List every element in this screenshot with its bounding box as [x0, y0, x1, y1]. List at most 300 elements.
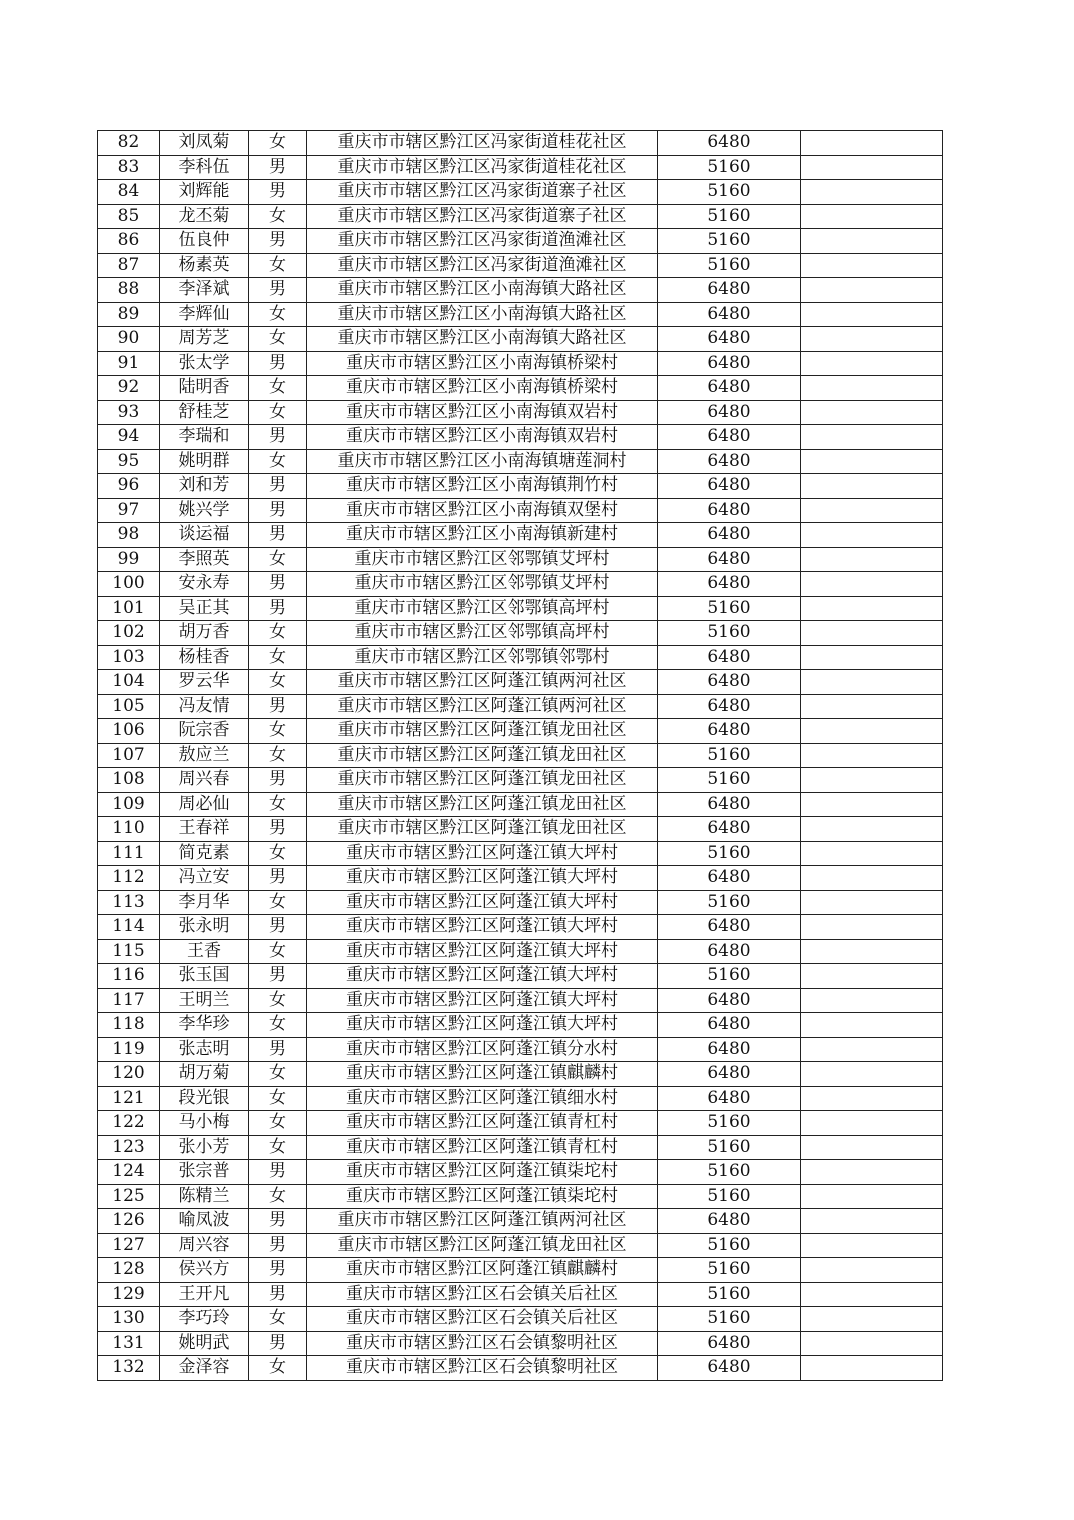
remark-cell: [801, 229, 943, 254]
name-cell: 张志明: [160, 1037, 249, 1062]
amount-cell: 5160: [658, 768, 801, 793]
row-number-cell: 101: [98, 596, 160, 621]
address-cell: 重庆市市辖区黔江区阿蓬江镇两河社区: [307, 694, 658, 719]
remark-cell: [801, 327, 943, 352]
amount-cell: 6480: [658, 939, 801, 964]
gender-cell: 男: [249, 229, 307, 254]
address-cell: 重庆市市辖区黔江区小南海镇双岩村: [307, 425, 658, 450]
remark-cell: [801, 1282, 943, 1307]
table-row: [98, 1233, 943, 1258]
name-cell: 王开凡: [160, 1282, 249, 1307]
name-cell: 张玉国: [160, 964, 249, 989]
name-cell: 马小梅: [160, 1111, 249, 1136]
table-row: [98, 768, 943, 793]
row-number-cell: 128: [98, 1258, 160, 1283]
gender-cell: 女: [249, 449, 307, 474]
name-cell: 阮宗香: [160, 719, 249, 744]
row-number-cell: 86: [98, 229, 160, 254]
table-row: [98, 425, 943, 450]
table-row: [98, 1135, 943, 1160]
row-number-cell: 122: [98, 1111, 160, 1136]
row-number-cell: 125: [98, 1184, 160, 1209]
row-number-cell: 96: [98, 474, 160, 499]
amount-cell: 6480: [658, 866, 801, 891]
address-cell: 重庆市市辖区黔江区小南海镇大路社区: [307, 278, 658, 303]
amount-cell: 6480: [658, 376, 801, 401]
remark-cell: [801, 449, 943, 474]
amount-cell: 5160: [658, 253, 801, 278]
gender-cell: 男: [249, 596, 307, 621]
table-row: [98, 1209, 943, 1234]
remark-cell: [801, 1209, 943, 1234]
name-cell: 简克素: [160, 841, 249, 866]
name-cell: 金泽容: [160, 1356, 249, 1381]
table-row: [98, 792, 943, 817]
address-cell: 重庆市市辖区黔江区小南海镇双岩村: [307, 400, 658, 425]
name-cell: 杨素英: [160, 253, 249, 278]
gender-cell: 男: [249, 1037, 307, 1062]
gender-cell: 男: [249, 694, 307, 719]
remark-cell: [801, 425, 943, 450]
amount-cell: 5160: [658, 743, 801, 768]
row-number-cell: 99: [98, 547, 160, 572]
amount-cell: 5160: [658, 596, 801, 621]
amount-cell: 6480: [658, 131, 801, 156]
table-row: [98, 1013, 943, 1038]
address-cell: 重庆市市辖区黔江区阿蓬江镇柒坨村: [307, 1184, 658, 1209]
remark-cell: [801, 474, 943, 499]
gender-cell: 男: [249, 768, 307, 793]
remark-cell: [801, 1135, 943, 1160]
address-cell: 重庆市市辖区黔江区冯家街道寨子社区: [307, 204, 658, 229]
remark-cell: [801, 743, 943, 768]
table-row: [98, 449, 943, 474]
name-cell: 张宗普: [160, 1160, 249, 1185]
address-cell: 重庆市市辖区黔江区小南海镇大路社区: [307, 327, 658, 352]
amount-cell: 6480: [658, 988, 801, 1013]
gender-cell: 女: [249, 841, 307, 866]
table-row: [98, 890, 943, 915]
table-row: [98, 964, 943, 989]
row-number-cell: 113: [98, 890, 160, 915]
table-row: [98, 229, 943, 254]
address-cell: 重庆市市辖区黔江区冯家街道桂花社区: [307, 131, 658, 156]
address-cell: 重庆市市辖区黔江区阿蓬江镇龙田社区: [307, 1233, 658, 1258]
amount-cell: 6480: [658, 915, 801, 940]
address-cell: 重庆市市辖区黔江区石会镇黎明社区: [307, 1356, 658, 1381]
name-cell: 王香: [160, 939, 249, 964]
row-number-cell: 103: [98, 645, 160, 670]
name-cell: 王春祥: [160, 817, 249, 842]
amount-cell: 6480: [658, 523, 801, 548]
address-cell: 重庆市市辖区黔江区冯家街道寨子社区: [307, 180, 658, 205]
amount-cell: 5160: [658, 155, 801, 180]
table-row: [98, 572, 943, 597]
name-cell: 李辉仙: [160, 302, 249, 327]
table-row: [98, 1111, 943, 1136]
row-number-cell: 108: [98, 768, 160, 793]
gender-cell: 女: [249, 204, 307, 229]
name-cell: 周芳芝: [160, 327, 249, 352]
name-cell: 杨桂香: [160, 645, 249, 670]
row-number-cell: 82: [98, 131, 160, 156]
gender-cell: 女: [249, 1086, 307, 1111]
table-row: [98, 1331, 943, 1356]
table-row: [98, 670, 943, 695]
gender-cell: 男: [249, 572, 307, 597]
remark-cell: [801, 890, 943, 915]
remark-cell: [801, 278, 943, 303]
amount-cell: 6480: [658, 1209, 801, 1234]
table-row: [98, 596, 943, 621]
name-cell: 胡万香: [160, 621, 249, 646]
table-row: [98, 743, 943, 768]
amount-cell: 5160: [658, 229, 801, 254]
name-cell: 张太学: [160, 351, 249, 376]
gender-cell: 女: [249, 1135, 307, 1160]
row-number-cell: 127: [98, 1233, 160, 1258]
remark-cell: [801, 1233, 943, 1258]
name-cell: 刘辉能: [160, 180, 249, 205]
table-row: [98, 915, 943, 940]
amount-cell: 5160: [658, 1160, 801, 1185]
remark-cell: [801, 939, 943, 964]
table-row: [98, 1062, 943, 1087]
table-row: [98, 204, 943, 229]
row-number-cell: 129: [98, 1282, 160, 1307]
address-cell: 重庆市市辖区黔江区邻鄂镇邻鄂村: [307, 645, 658, 670]
spreadsheet-page: [97, 130, 942, 1381]
remark-cell: [801, 498, 943, 523]
row-number-cell: 88: [98, 278, 160, 303]
name-cell: 张小芳: [160, 1135, 249, 1160]
row-number-cell: 105: [98, 694, 160, 719]
amount-cell: 6480: [658, 278, 801, 303]
amount-cell: 6480: [658, 351, 801, 376]
gender-cell: 女: [249, 1184, 307, 1209]
address-cell: 重庆市市辖区黔江区阿蓬江镇青杠村: [307, 1111, 658, 1136]
gender-cell: 男: [249, 1282, 307, 1307]
gender-cell: 男: [249, 915, 307, 940]
name-cell: 李瑞和: [160, 425, 249, 450]
name-cell: 李科伍: [160, 155, 249, 180]
table-row: [98, 400, 943, 425]
table-row: [98, 155, 943, 180]
amount-cell: 6480: [658, 792, 801, 817]
name-cell: 陆明香: [160, 376, 249, 401]
name-cell: 喻凤波: [160, 1209, 249, 1234]
table-row: [98, 351, 943, 376]
address-cell: 重庆市市辖区黔江区冯家街道渔滩社区: [307, 229, 658, 254]
gender-cell: 男: [249, 1209, 307, 1234]
gender-cell: 女: [249, 1307, 307, 1332]
table-row: [98, 694, 943, 719]
remark-cell: [801, 866, 943, 891]
name-cell: 陈精兰: [160, 1184, 249, 1209]
gender-cell: 女: [249, 400, 307, 425]
row-number-cell: 121: [98, 1086, 160, 1111]
address-cell: 重庆市市辖区黔江区阿蓬江镇大坪村: [307, 988, 658, 1013]
remark-cell: [801, 817, 943, 842]
address-cell: 重庆市市辖区黔江区邻鄂镇高坪村: [307, 621, 658, 646]
row-number-cell: 115: [98, 939, 160, 964]
remark-cell: [801, 964, 943, 989]
address-cell: 重庆市市辖区黔江区阿蓬江镇大坪村: [307, 939, 658, 964]
name-cell: 周兴容: [160, 1233, 249, 1258]
name-cell: 李照英: [160, 547, 249, 572]
address-cell: 重庆市市辖区黔江区石会镇关后社区: [307, 1307, 658, 1332]
row-number-cell: 114: [98, 915, 160, 940]
recipient-table: [97, 130, 943, 1381]
row-number-cell: 117: [98, 988, 160, 1013]
amount-cell: 6480: [658, 1356, 801, 1381]
table-row: [98, 988, 943, 1013]
remark-cell: [801, 376, 943, 401]
table-row: [98, 253, 943, 278]
row-number-cell: 119: [98, 1037, 160, 1062]
remark-cell: [801, 792, 943, 817]
gender-cell: 男: [249, 1331, 307, 1356]
address-cell: 重庆市市辖区黔江区石会镇黎明社区: [307, 1331, 658, 1356]
amount-cell: 6480: [658, 670, 801, 695]
amount-cell: 6480: [658, 719, 801, 744]
name-cell: 伍良仲: [160, 229, 249, 254]
row-number-cell: 95: [98, 449, 160, 474]
address-cell: 重庆市市辖区黔江区阿蓬江镇细水村: [307, 1086, 658, 1111]
address-cell: 重庆市市辖区黔江区小南海镇桥梁村: [307, 376, 658, 401]
table-row: [98, 278, 943, 303]
row-number-cell: 120: [98, 1062, 160, 1087]
address-cell: 重庆市市辖区黔江区阿蓬江镇麒麟村: [307, 1258, 658, 1283]
amount-cell: 5160: [658, 1233, 801, 1258]
name-cell: 姚兴学: [160, 498, 249, 523]
remark-cell: [801, 1013, 943, 1038]
amount-cell: 6480: [658, 547, 801, 572]
row-number-cell: 92: [98, 376, 160, 401]
table-body: [98, 131, 943, 1381]
amount-cell: 6480: [658, 817, 801, 842]
name-cell: 舒桂芝: [160, 400, 249, 425]
amount-cell: 5160: [658, 964, 801, 989]
row-number-cell: 112: [98, 866, 160, 891]
row-number-cell: 109: [98, 792, 160, 817]
gender-cell: 女: [249, 890, 307, 915]
remark-cell: [801, 400, 943, 425]
row-number-cell: 132: [98, 1356, 160, 1381]
remark-cell: [801, 547, 943, 572]
name-cell: 冯友情: [160, 694, 249, 719]
gender-cell: 男: [249, 817, 307, 842]
address-cell: 重庆市市辖区黔江区阿蓬江镇龙田社区: [307, 817, 658, 842]
row-number-cell: 123: [98, 1135, 160, 1160]
address-cell: 重庆市市辖区黔江区阿蓬江镇龙田社区: [307, 719, 658, 744]
address-cell: 重庆市市辖区黔江区阿蓬江镇麒麟村: [307, 1062, 658, 1087]
name-cell: 李月华: [160, 890, 249, 915]
remark-cell: [801, 1307, 943, 1332]
gender-cell: 男: [249, 425, 307, 450]
table-row: [98, 1282, 943, 1307]
remark-cell: [801, 253, 943, 278]
gender-cell: 女: [249, 253, 307, 278]
remark-cell: [801, 768, 943, 793]
table-row: [98, 523, 943, 548]
remark-cell: [801, 915, 943, 940]
row-number-cell: 106: [98, 719, 160, 744]
remark-cell: [801, 1258, 943, 1283]
table-row: [98, 376, 943, 401]
address-cell: 重庆市市辖区黔江区阿蓬江镇柒坨村: [307, 1160, 658, 1185]
address-cell: 重庆市市辖区黔江区小南海镇大路社区: [307, 302, 658, 327]
remark-cell: [801, 131, 943, 156]
row-number-cell: 84: [98, 180, 160, 205]
name-cell: 刘凤菊: [160, 131, 249, 156]
amount-cell: 5160: [658, 621, 801, 646]
amount-cell: 6480: [658, 425, 801, 450]
remark-cell: [801, 1184, 943, 1209]
address-cell: 重庆市市辖区黔江区阿蓬江镇大坪村: [307, 1013, 658, 1038]
row-number-cell: 102: [98, 621, 160, 646]
address-cell: 重庆市市辖区黔江区阿蓬江镇大坪村: [307, 841, 658, 866]
row-number-cell: 116: [98, 964, 160, 989]
amount-cell: 6480: [658, 449, 801, 474]
gender-cell: 男: [249, 498, 307, 523]
table-row: [98, 302, 943, 327]
address-cell: 重庆市市辖区黔江区阿蓬江镇龙田社区: [307, 743, 658, 768]
remark-cell: [801, 1037, 943, 1062]
address-cell: 重庆市市辖区黔江区阿蓬江镇大坪村: [307, 964, 658, 989]
amount-cell: 5160: [658, 1307, 801, 1332]
table-row: [98, 719, 943, 744]
amount-cell: 6480: [658, 474, 801, 499]
remark-cell: [801, 1086, 943, 1111]
remark-cell: [801, 523, 943, 548]
remark-cell: [801, 1331, 943, 1356]
table-row: [98, 645, 943, 670]
address-cell: 重庆市市辖区黔江区小南海镇桥梁村: [307, 351, 658, 376]
remark-cell: [801, 351, 943, 376]
name-cell: 吴正其: [160, 596, 249, 621]
amount-cell: 6480: [658, 400, 801, 425]
gender-cell: 女: [249, 547, 307, 572]
remark-cell: [801, 1356, 943, 1381]
amount-cell: 6480: [658, 302, 801, 327]
row-number-cell: 131: [98, 1331, 160, 1356]
gender-cell: 男: [249, 523, 307, 548]
name-cell: 姚明武: [160, 1331, 249, 1356]
gender-cell: 女: [249, 645, 307, 670]
name-cell: 刘和芳: [160, 474, 249, 499]
amount-cell: 6480: [658, 1086, 801, 1111]
amount-cell: 5160: [658, 204, 801, 229]
gender-cell: 女: [249, 719, 307, 744]
address-cell: 重庆市市辖区黔江区邻鄂镇高坪村: [307, 596, 658, 621]
row-number-cell: 107: [98, 743, 160, 768]
gender-cell: 女: [249, 743, 307, 768]
remark-cell: [801, 180, 943, 205]
table-row: [98, 131, 943, 156]
gender-cell: 女: [249, 621, 307, 646]
amount-cell: 6480: [658, 572, 801, 597]
address-cell: 重庆市市辖区黔江区冯家街道渔滩社区: [307, 253, 658, 278]
table-row: [98, 547, 943, 572]
remark-cell: [801, 204, 943, 229]
remark-cell: [801, 719, 943, 744]
amount-cell: 5160: [658, 180, 801, 205]
address-cell: 重庆市市辖区黔江区阿蓬江镇青杠村: [307, 1135, 658, 1160]
gender-cell: 男: [249, 278, 307, 303]
remark-cell: [801, 670, 943, 695]
remark-cell: [801, 841, 943, 866]
table-row: [98, 817, 943, 842]
address-cell: 重庆市市辖区黔江区阿蓬江镇两河社区: [307, 670, 658, 695]
address-cell: 重庆市市辖区黔江区阿蓬江镇大坪村: [307, 890, 658, 915]
table-row: [98, 1258, 943, 1283]
address-cell: 重庆市市辖区黔江区石会镇关后社区: [307, 1282, 658, 1307]
table-row: [98, 841, 943, 866]
amount-cell: 5160: [658, 841, 801, 866]
address-cell: 重庆市市辖区黔江区阿蓬江镇分水村: [307, 1037, 658, 1062]
address-cell: 重庆市市辖区黔江区阿蓬江镇两河社区: [307, 1209, 658, 1234]
gender-cell: 女: [249, 131, 307, 156]
row-number-cell: 90: [98, 327, 160, 352]
remark-cell: [801, 621, 943, 646]
name-cell: 段光银: [160, 1086, 249, 1111]
name-cell: 胡万菊: [160, 1062, 249, 1087]
amount-cell: 5160: [658, 1111, 801, 1136]
table-row: [98, 1037, 943, 1062]
name-cell: 谈运福: [160, 523, 249, 548]
name-cell: 王明兰: [160, 988, 249, 1013]
name-cell: 敖应兰: [160, 743, 249, 768]
remark-cell: [801, 988, 943, 1013]
row-number-cell: 126: [98, 1209, 160, 1234]
amount-cell: 5160: [658, 1258, 801, 1283]
address-cell: 重庆市市辖区黔江区小南海镇新建村: [307, 523, 658, 548]
remark-cell: [801, 1062, 943, 1087]
address-cell: 重庆市市辖区黔江区冯家街道桂花社区: [307, 155, 658, 180]
remark-cell: [801, 596, 943, 621]
row-number-cell: 89: [98, 302, 160, 327]
row-number-cell: 130: [98, 1307, 160, 1332]
gender-cell: 男: [249, 964, 307, 989]
gender-cell: 女: [249, 302, 307, 327]
gender-cell: 男: [249, 155, 307, 180]
row-number-cell: 110: [98, 817, 160, 842]
gender-cell: 男: [249, 351, 307, 376]
amount-cell: 6480: [658, 1062, 801, 1087]
address-cell: 重庆市市辖区黔江区小南海镇双堡村: [307, 498, 658, 523]
gender-cell: 女: [249, 1356, 307, 1381]
amount-cell: 5160: [658, 1282, 801, 1307]
table-row: [98, 1356, 943, 1381]
gender-cell: 女: [249, 792, 307, 817]
amount-cell: 6480: [658, 498, 801, 523]
remark-cell: [801, 694, 943, 719]
address-cell: 重庆市市辖区黔江区阿蓬江镇龙田社区: [307, 768, 658, 793]
name-cell: 李华珍: [160, 1013, 249, 1038]
remark-cell: [801, 645, 943, 670]
amount-cell: 6480: [658, 1331, 801, 1356]
name-cell: 李泽斌: [160, 278, 249, 303]
name-cell: 龙丕菊: [160, 204, 249, 229]
address-cell: 重庆市市辖区黔江区邻鄂镇艾坪村: [307, 572, 658, 597]
gender-cell: 女: [249, 988, 307, 1013]
name-cell: 侯兴方: [160, 1258, 249, 1283]
table-row: [98, 1086, 943, 1111]
name-cell: 张永明: [160, 915, 249, 940]
gender-cell: 男: [249, 866, 307, 891]
amount-cell: 6480: [658, 327, 801, 352]
